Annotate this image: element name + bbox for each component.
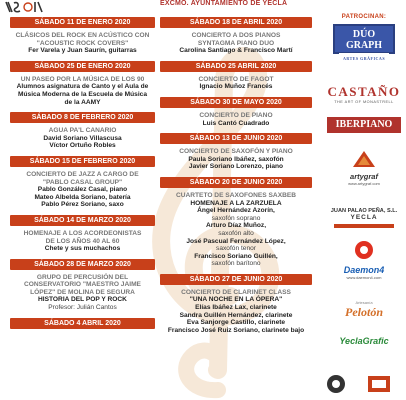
daemon-url: www.daemon4.com	[346, 275, 382, 280]
event-block	[160, 17, 312, 55]
event-line: Francisco José Ruiz Soriano, clarinete bajo	[167, 326, 305, 334]
event-line: UN PASEO POR LA MÚSICA DE LOS 90	[20, 75, 145, 83]
event-line: Eva Sanjorge Castillo, clarinete	[186, 319, 286, 327]
sponsors-label: PATROCINAN:	[341, 14, 387, 20]
event-line: HISTORIA DEL POP Y ROCK	[38, 296, 127, 304]
event-line: Fer Varela y Juan Saurín, guitarras	[28, 47, 137, 55]
event-line: CONCIERTO DE SAXOFÓN Y PIANO	[179, 148, 293, 156]
event-line: David Soriano Villascusa	[43, 134, 122, 142]
sponsor-bottom-logos	[324, 372, 404, 399]
peluton-tag: Artesanía	[355, 300, 373, 305]
event-block	[10, 17, 155, 55]
juan-palao-name: JUAN PALAO PEÑA, S.L.	[330, 208, 398, 214]
sponsor-iberpiano	[324, 117, 404, 133]
event-line: saxofón soprano	[211, 214, 261, 222]
event-line: saxofón alto	[218, 229, 254, 237]
peluton-name: Pelotón	[345, 305, 383, 319]
daemon-name: Daemon4	[343, 265, 385, 275]
event-date-band: SÁBADO 14 DE MARZO 2020	[10, 215, 155, 226]
event-date-band: SÁBADO 30 DE MAYO 2020	[160, 97, 312, 108]
event-line: de la AAMY	[64, 98, 101, 106]
event-date-band: SÁBADO 4 ABRIL 2020	[10, 318, 155, 329]
event-block	[10, 156, 155, 209]
yeclagrafic-name: YeclaGrafic	[339, 336, 389, 346]
logo-icon	[2, 0, 46, 14]
event-block	[160, 177, 312, 268]
event-date-band: SÁBADO 28 DE MARZO 2020	[10, 259, 155, 270]
event-line: CUARTETO DE SAXOFONES SAXBEB	[175, 191, 297, 199]
duo-graph-tag: ARTES GRÁFICAS	[339, 53, 389, 64]
juan-palao-city: YECLA	[350, 214, 378, 221]
event-date-band: SÁBADO 25 ABRIL 2020	[160, 61, 312, 72]
sponsor-juan-palao	[324, 208, 404, 228]
event-line: Arturo Díaz Muñoz,	[205, 222, 267, 230]
castano-name: CASTAÑO	[327, 84, 401, 99]
event-line: Profesor: Julián Cantos	[48, 304, 117, 312]
event-line: CONCIERTO DE JAZZ A CARGO DE	[26, 170, 139, 178]
event-line: Mateo Albelda Soriano, batería	[34, 193, 131, 201]
event-date-band: SÁBADO 20 DE JUNIO 2020	[160, 177, 312, 188]
event-line: Javier Soriano Lorenzo, piano	[188, 163, 284, 171]
event-line: Música Moderna de la Escuela de Música	[18, 90, 147, 98]
bottom-logos-icon	[324, 372, 404, 394]
daemon-icon	[354, 240, 374, 260]
event-block	[10, 259, 155, 312]
duo-graph-name: DÚO GRAPH	[345, 29, 383, 51]
event-line: Pablo Pérez Soriano, saxo	[41, 201, 124, 209]
event-block	[160, 274, 312, 335]
event-line: Pablo González Casal, piano	[37, 186, 128, 194]
event-line: CONCIERTO DE FAGOT	[198, 75, 274, 83]
event-block	[160, 133, 312, 171]
event-line: Paula Soriano Ibáñez, saxofón	[188, 155, 284, 163]
artygraf-icon	[352, 150, 376, 168]
event-line: saxofón tenor	[216, 245, 256, 253]
event-date-band: SÁBADO 27 DE JUNIO 2020	[160, 274, 312, 285]
event-line: Chete y sus muchachos	[44, 245, 121, 253]
event-block	[160, 97, 312, 127]
event-line: Ángel Hernández Azorín,	[197, 207, 275, 215]
event-block	[10, 318, 155, 329]
event-date-band: SÁBADO 8 DE FEBRERO 2020	[10, 112, 155, 123]
event-line: Sandra Guillén Hernández, clarinete	[179, 311, 293, 319]
event-line: CONSERVATORIO "MAESTRO JAIME	[24, 281, 141, 289]
event-line: CONCIERTO DE CLARINET CLASS	[181, 288, 291, 296]
event-line: Francisco Soriano Guillén,	[194, 252, 278, 260]
event-line: Luis Cantó Cuadrado	[202, 119, 270, 127]
event-line: Alumnos asignatura de Canto y el Aula de	[16, 83, 149, 91]
event-line: AGUA PA'L CANARIO	[48, 127, 117, 135]
event-line: saxofón barítono	[211, 260, 261, 268]
event-line: CLÁSICOS DEL ROCK EN ACÚSTICO CON	[15, 32, 150, 39]
header-subtitle: EXCMO. AYUNTAMIENTO DE YECLA	[160, 0, 288, 7]
event-date-band: SÁBADO 18 DE ABRIL 2020	[160, 17, 312, 28]
castano-tag: THE ART OF MONASTRELL	[334, 100, 394, 104]
event-line: Víctor Ortuño Robles	[49, 142, 116, 150]
left-column	[10, 14, 155, 329]
event-block	[10, 61, 155, 106]
sponsor-castano	[324, 84, 404, 104]
event-line: José Pascual Fernández López,	[186, 237, 286, 245]
event-line: "ACOUSTIC ROCK COVERS"	[36, 39, 129, 47]
sponsor-artygraf	[324, 150, 404, 186]
event-block	[10, 112, 155, 150]
event-line: "PABLO CASAL GROUP"	[42, 178, 123, 186]
middle-column	[160, 14, 312, 334]
artygraf-url: www.artygraf.com	[348, 181, 380, 186]
event-line: Elías Ibáñez Lax, clarinete	[195, 304, 277, 312]
event-line: CONCIERTO DE PIANO	[199, 111, 273, 119]
event-line: LÓPEZ" DE MOLINA DE SEGURA	[30, 288, 135, 296]
sponsor-peluton	[324, 300, 404, 320]
juan-palao-stripe	[334, 224, 394, 228]
event-date-band: SÁBADO 13 DE JUNIO 2020	[160, 133, 312, 144]
event-line: "UNA NOCHE EN LA ÓPERA"	[189, 296, 283, 304]
event-line: HOMENAJE A LOS ACORDEONISTAS	[23, 229, 142, 237]
sponsor-daemon	[324, 240, 404, 280]
event-block	[10, 215, 155, 253]
event-line: Carolina Santiago & Francisco Martí	[179, 47, 293, 55]
event-line: GRUPO DE PERCUSIÓN DEL	[36, 273, 129, 281]
event-date-band: SÁBADO 11 DE ENERO 2020	[10, 17, 155, 28]
sponsor-yeclagrafic	[324, 336, 404, 346]
sponsors-column	[318, 0, 406, 400]
event-date-band: SÁBADO 25 DE ENERO 2020	[10, 61, 155, 72]
event-date-band: SÁBADO 15 DE FEBRERO 2020	[10, 156, 155, 167]
event-block	[160, 61, 312, 91]
event-line: CONCIERTO A DOS PIANOS	[191, 32, 281, 39]
iberpiano-name: IBERPIANO	[327, 117, 401, 133]
event-line: SYNTAGMA PIANO DUO	[197, 39, 275, 47]
artygraf-name: artygraf	[350, 172, 378, 181]
event-line: DE LOS AÑOS 40 AL 60	[45, 237, 120, 245]
event-line: HOMENAJE A LA ZARZUELA	[190, 199, 282, 207]
sponsor-duo-graph	[324, 24, 404, 61]
event-line: Ignacio Muñoz Francés	[199, 83, 273, 91]
